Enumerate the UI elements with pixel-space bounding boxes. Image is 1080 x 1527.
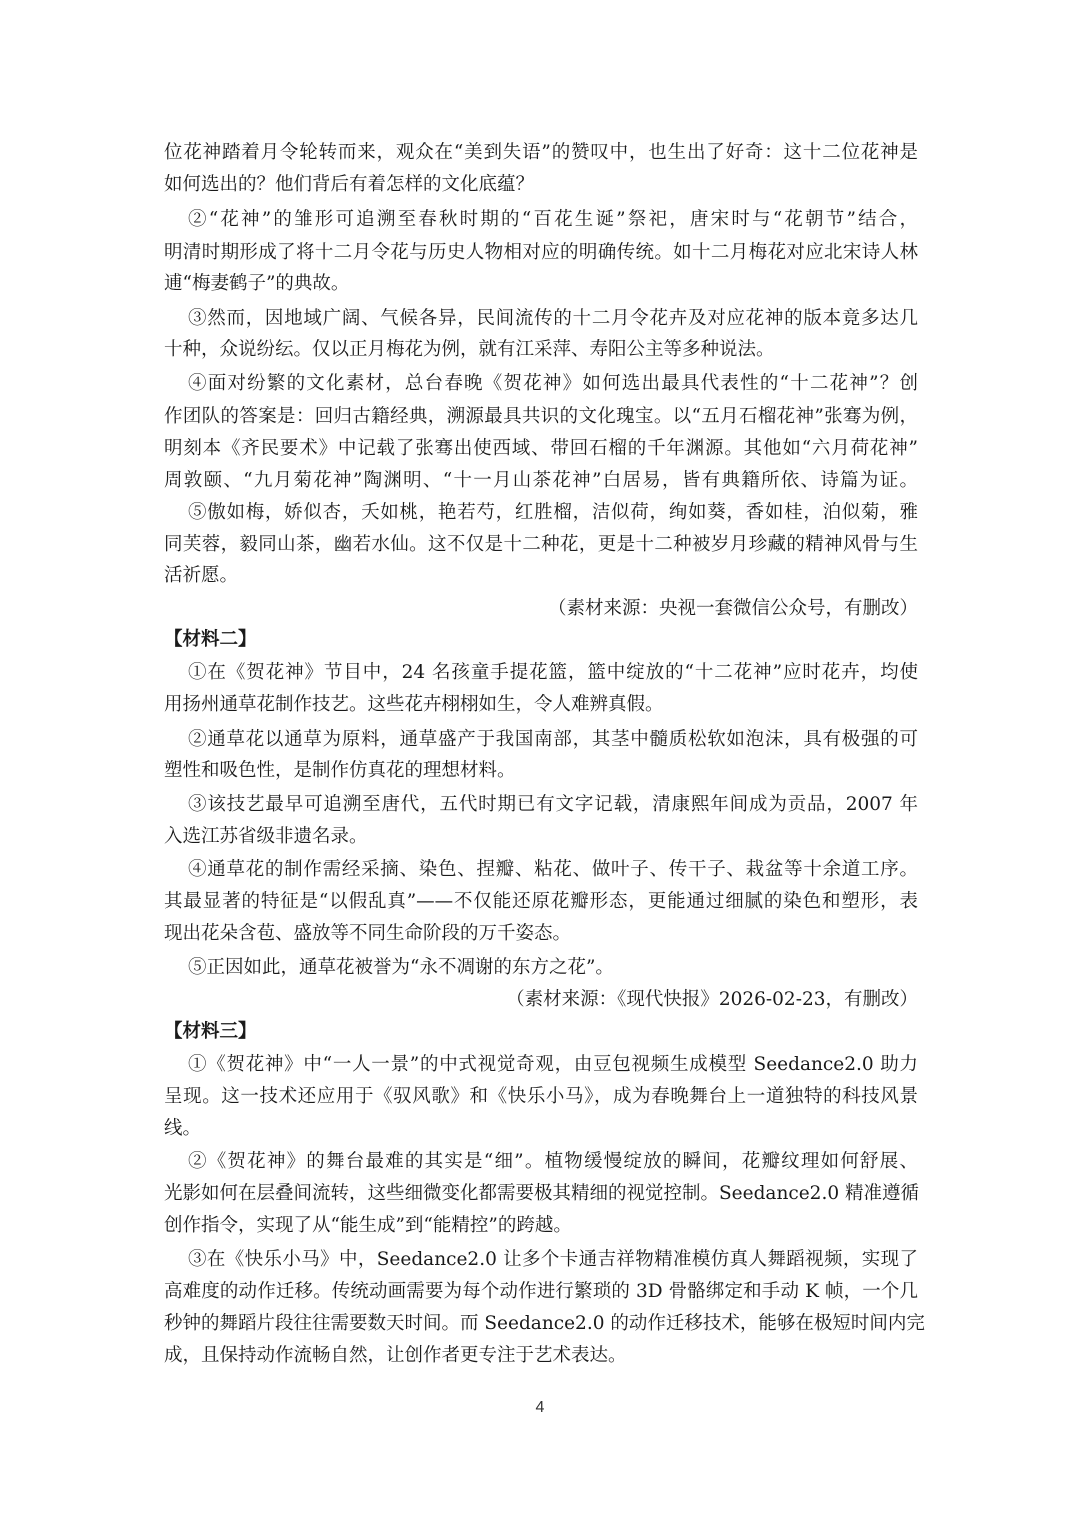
paragraph-first-line: ③然而，因地域广阔、气候各异，民间流传的十二月令花卉及对应花神的版本竟多达几 bbox=[188, 308, 918, 329]
text-line: 明刻本《齐民要术》中记载了张骞出使西域、带回石榴的千年渊源。其他如“六月荷花神” bbox=[164, 438, 918, 459]
text-line: 高难度的动作迁移。传统动画需要为每个动作进行繁琐的 3D 骨骼绑定和手动 K 帧，一个几 bbox=[164, 1281, 918, 1302]
text-line: 同芙蓉，毅同山茶，幽若水仙。这不仅是十二种花，更是十二种被岁月珍藏的精神风骨与生 bbox=[164, 534, 918, 555]
section-heading-material-three: 【材料三】 bbox=[164, 1021, 257, 1042]
text-line: 作团队的答案是：回归古籍经典，溯源最具共识的文化瑰宝。以“五月石榴花神”张骞为例， bbox=[164, 406, 918, 427]
text-line: 线。 bbox=[164, 1118, 202, 1139]
text-line: 十种，众说纷纭。仅以正月梅花为例，就有江采萍、寿阳公主等多种说法。 bbox=[164, 339, 775, 360]
text-line: 成，且保持动作流畅自然，让创作者更专注于艺术表达。 bbox=[164, 1345, 627, 1366]
paragraph-first-line: ②《贺花神》的舞台最难的其实是“细”。植物缓慢绽放的瞬间，花瓣纹理如何舒展、 bbox=[188, 1151, 918, 1172]
text-line: 位花神踏着月令轮转而来，观众在“美到失语”的赞叹中，也生出了好奇：这十二位花神是 bbox=[164, 142, 918, 163]
text-line: 呈现。这一技术还应用于《驭风歌》和《快乐小马》，成为春晚舞台上一道独特的科技风景 bbox=[164, 1086, 918, 1107]
text-line: 入选江苏省级非遗名录。 bbox=[164, 826, 368, 847]
page-number: 4 bbox=[535, 1399, 545, 1416]
paragraph-first-line: ①在《贺花神》节目中，24 名孩童手提花篮，篮中绽放的“十二花神”应时花卉，均使 bbox=[188, 662, 918, 683]
text-line: 现出花朵含苞、盛放等不同生命阶段的万千姿态。 bbox=[164, 923, 572, 944]
paragraph-first-line: ⑤傲如梅，娇似杏，夭如桃，艳若芍，红胜榴，洁似荷，绚如葵，香如桂，泊似菊，雅 bbox=[188, 502, 918, 523]
section-heading-material-two: 【材料二】 bbox=[164, 629, 257, 650]
paragraph-first-line: ④面对纷繁的文化素材，总台春晚《贺花神》如何选出最具代表性的“十二花神”？创 bbox=[188, 373, 918, 394]
text-line: 塑性和吸色性，是制作仿真花的理想材料。 bbox=[164, 760, 516, 781]
paragraph-first-line: ③在《快乐小马》中，Seedance2.0 让多个卡通吉祥物精准模仿真人舞蹈视频，实现了 bbox=[188, 1249, 918, 1270]
source-citation: （素材来源：央视一套微信公众号，有删改） bbox=[547, 598, 918, 619]
text-line: 用扬州通草花制作技艺。这些花卉栩栩如生，令人难辨真假。 bbox=[164, 694, 664, 715]
paragraph-first-line: ④通草花的制作需经采摘、染色、捏瓣、粘花、做叶子、传干子、栽盆等十余道工序。 bbox=[188, 859, 918, 880]
text-line: 如何选出的？他们背后有着怎样的文化底蕴？ bbox=[164, 174, 535, 195]
text-line: 其最显著的特征是“以假乱真”——不仅能还原花瓣形态，更能通过细腻的染色和塑形，表 bbox=[164, 891, 918, 912]
text-line: 创作指令，实现了从“能生成”到“能精控”的跨越。 bbox=[164, 1215, 572, 1236]
paragraph-first-line: ⑤正因如此，通草花被誉为“永不凋谢的东方之花”。 bbox=[188, 957, 614, 978]
paragraph-first-line: ②“花神”的雏形可追溯至春秋时期的“百花生诞”祭祀，唐宋时与“花朝节”结合， bbox=[188, 209, 918, 230]
text-line: 周敦颐、“九月菊花神”陶渊明、“十一月山茶花神”白居易，皆有典籍所依、诗篇为证。 bbox=[164, 470, 918, 491]
text-line: 光影如何在层叠间流转，这些细微变化都需要极其精细的视觉控制。Seedance2.0 精准遵循 bbox=[164, 1183, 919, 1204]
paragraph-first-line: ③该技艺最早可追溯至唐代，五代时期已有文字记载，清康熙年间成为贡品，2007 年 bbox=[188, 794, 918, 815]
text-line: 逋“梅妻鹤子”的典故。 bbox=[164, 273, 350, 294]
paragraph-first-line: ②通草花以通草为原料，通草盛产于我国南部，其茎中髓质松软如泡沫，具有极强的可 bbox=[188, 729, 918, 750]
text-line: 活祈愿。 bbox=[164, 565, 239, 586]
text-line: 明清时期形成了将十二月令花与历史人物相对应的明确传统。如十二月梅花对应北宋诗人林 bbox=[164, 242, 918, 263]
source-citation: （素材来源：《现代快报》2026-02-23，有删改） bbox=[506, 989, 918, 1010]
text-line: 秒钟的舞蹈片段往往需要数天时间。而 Seedance2.0 的动作迁移技术，能够在极短时间内完 bbox=[164, 1313, 925, 1334]
paragraph-first-line: ①《贺花神》中“一人一景”的中式视觉奇观，由豆包视频生成模型 Seedance2.0 助力 bbox=[188, 1054, 918, 1075]
